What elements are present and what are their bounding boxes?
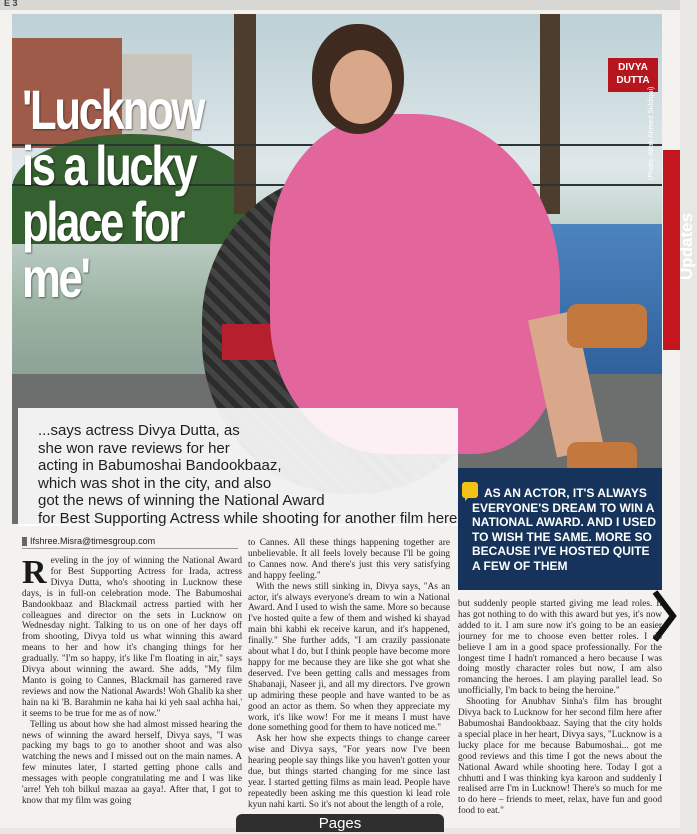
drop-cap: R xyxy=(22,554,47,591)
top-strip xyxy=(0,0,680,10)
paragraph: With the news still sinking in, Divya says, "As an actor, it's always everyone's dream to win a National Award. And I used to wish the same. More so because I've hosted quite a few of them and wished ki shayad main bhi kabhi ek receive karun, and it's happened, finally." She further adds, "I am crazily passionate about what I do, but I think people have become more happy for me because they are like she got what she deserved. I've been getting calls and messages from Shabanaji, Naseer ji, and all my directors. I've grown up admiring these people and have wanted to be as good an actor as them. So when they appreciate my work, it's like wow! For me it means I must have done something good for them to have noticed me." xyxy=(248,581,450,734)
photo-pink-dress xyxy=(270,114,560,454)
deck-text xyxy=(18,408,458,526)
photo-shoe xyxy=(567,304,647,348)
headline-line: place for xyxy=(22,190,183,253)
pull-quote xyxy=(458,468,662,590)
photo-face xyxy=(330,50,392,124)
byline[interactable]: Ifshree.Misra@timesgroup.com xyxy=(30,536,156,546)
deck-line: she won rave reviews for her xyxy=(38,439,230,457)
pull-quote-line: A FEW OF THEM xyxy=(472,558,568,573)
page-label: E 3 xyxy=(4,0,18,8)
headline-line: 'Lucknow xyxy=(22,78,203,141)
updates-tab-label: Updates xyxy=(677,212,696,280)
byline-bar-icon xyxy=(22,537,27,546)
headline-line: me' xyxy=(22,246,89,309)
pages-button[interactable]: Pages xyxy=(236,814,444,832)
headline xyxy=(22,78,203,309)
paragraph: Ask her how she expects things to change career wise and Divya says, "For years now I've been hearing people say things like you haven't gotten your due, but things started changing for me since last year. I started getting films as main lead. People have repeatedly been asking me this question ki lead role kyun nahi karti. So it's not about the length of a role, xyxy=(248,734,450,810)
paragraph: Shooting for Anubhav Sinha's film has brought Divya back to Lucknow for her second film here after Babumoshai Bandookbaaz. Saying that the city holds a special place in her heart, Divya says, "Lucknow is a lucky place for me because Babumoshai... got me good reviews and this time I got the news about the National Award while shooting here. Today I got a chhutti and I was thinking kya karoon and suddenly I realised arre I'm in Lucknow! There's so much for me to do here – friends to meet, relax, have fun and good food to eat." xyxy=(458,697,662,817)
deck-line: acting in Babumoshai Bandookbaaz, xyxy=(38,457,282,474)
deck-line: which was shot in the city, and also xyxy=(38,474,272,492)
article-column-1 xyxy=(22,556,242,807)
pull-quote-line: TO WISH THE SAME. MORE SO xyxy=(472,529,652,544)
speech-bubble-icon xyxy=(462,482,478,498)
paragraph: Telling us about how she had almost missed hearing the news of winning the award herself, Divya says, "I was packing my bags to go to another shoot and was also watching the news and I missed out on the main names. A few minutes later, I started getting phone calls and messages with people congratulating me and I was like 'arre! Yeh toh bilkul mazaa aa gaya!. After that, I got to know that my film was going xyxy=(22,719,242,806)
updates-tab[interactable] xyxy=(663,150,696,350)
pull-quote-line: BECAUSE I'VE HOSTED QUITE xyxy=(472,544,650,558)
pull-quote-line: AS AN ACTOR, IT'S ALWAYS xyxy=(484,486,647,500)
name-tag-line: DIVYA xyxy=(618,62,648,73)
deck-line: got the news of winning the National Award xyxy=(38,492,325,509)
article-column-3 xyxy=(458,599,662,817)
deck-line: for Best Supporting Actress while shooting for another film here xyxy=(38,509,458,527)
article-column-2 xyxy=(248,538,450,811)
headline-line: is a lucky xyxy=(22,134,196,197)
paragraph: eveling in the joy of winning the National Award for Best Supporting Actress for Irada, actress Divya Dutta, who's shooting in Lucknow these days, is in full-on celebration mode. The Babumoshai Bandookbaaz and Blackmail actress partied with her colleagues and director on the sets in Lucknow on Wednesday night. Talking to us on one of her days off from shooting, Divya told us what winning this award means to her and how it's changing things for her gradually. "I'm so happy, it's like I'm floating in air," says Divya about winning the award. She adds, "My film Manto is going to Cannes, Blackmail has garnered rave reviews and now the National Awards! Woh Ghalib ka sher hain na ki 'B. Barahmin ne kaha hai ki yeh saal achha hai,' it seems to be true for me as of now." xyxy=(22,556,243,719)
name-tag-line: DUTTA xyxy=(616,75,650,86)
pull-quote-line: EVERYONE'S DREAM TO WIN A xyxy=(472,500,655,515)
paragraph: to Cannes. All these things happening together are unbelievable. It all feels lovely because I'll be going to Cannes now. And there's just this very satisfying and happy feeling." xyxy=(248,538,450,581)
deck-line: ...says actress Divya Dutta, as xyxy=(38,422,240,439)
paragraph: but suddenly people started giving me lead roles. It has got nothing to do with this award but yes, it's now added to it. I am sure now it's going to be an easier journey for me to choose even better roles. I do believe I am in a good space professionally. For the longest time I hadn't romanced a hero because I was doing mostly character roles but now, I am also romancing the heroes. I am playing parallel lead. So unofficially, I'm back to being the heroine." xyxy=(458,599,662,697)
divider xyxy=(22,548,238,549)
pull-quote-line: NATIONAL AWARD. AND I USED xyxy=(472,515,657,529)
photo-credit: (Photo: Aftab Ahmed Siddiqui) xyxy=(648,86,655,180)
